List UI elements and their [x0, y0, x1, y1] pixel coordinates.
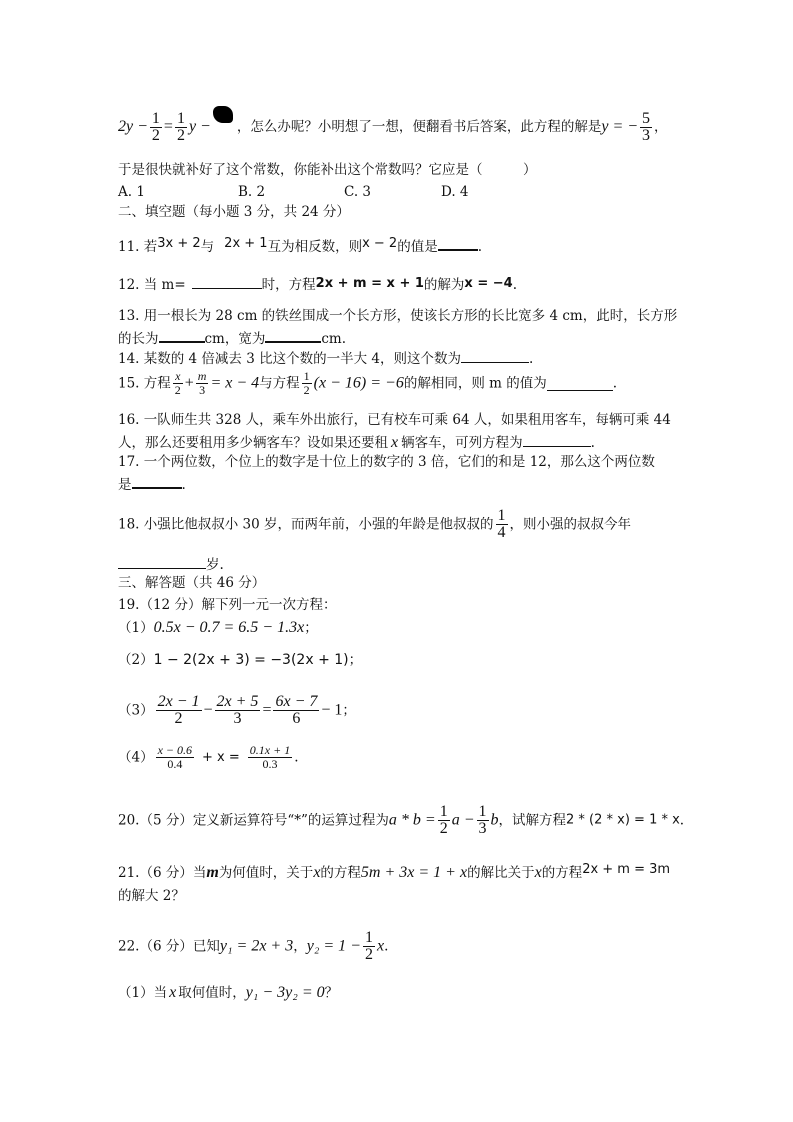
q14: 14. 某数的 4 倍减去 3 比这个数的一半大 4，则这个数为 .: [118, 351, 534, 367]
q12-solution: x = −4: [464, 276, 513, 291]
q19-p3-frac2: $\frac{2x + 5}{3}$: [216, 693, 259, 727]
q13-width-blank[interactable]: [265, 328, 321, 343]
q19-p1-equation: 0.5x − 0.7 = 6.5 − 1.3x: [153, 619, 305, 636]
ink-blot-icon: [213, 106, 233, 123]
q19-p4-frac2: $\frac{0.1x + 1}{0.3}$: [249, 743, 291, 771]
q14-answer-blank[interactable]: [461, 349, 529, 363]
q15: 15. 方程 $\frac{x}{2}$ + $\frac{m}{3}$ = x − 4与方程 $\frac{1}{2}$ (x − 16) = −6的解相同，则 m 的值为 .: [118, 369, 618, 397]
q21-line1: 21.（6 分）当m为何值时，关于x的方程5m + 3x = 1 + x的解比关于x的方程2x + m = 3m: [118, 862, 671, 881]
q19-part3: （3） $\frac{2x - 1}{2}$ − $\frac{2x + 5}{3}$ = $\frac{6x - 7}{6}$ − 1；: [118, 693, 356, 727]
q19-part1: （1）0.5x − 0.7 = 6.5 − 1.3x；: [118, 619, 318, 636]
q11: 11. 若3x + 2与 2x + 1互为相反数，则x − 2的值是 .: [118, 236, 482, 255]
q16-line1: 16. 一队师生共 328 人，乘车外出旅行，已有校车可乘 64 人，如果租用客车，每辆可乘 44: [118, 412, 671, 428]
q22-frac-1-2: $\frac{1}{2}$: [364, 929, 373, 963]
q10-equation-line: 2y − $\frac{1}{2}$ = $\frac{1}{2}$ y − ，怎么办呢？小明想了一想，便翻看书后答案，此方程的解是y = − $\frac{5}{3}$ ，: [118, 106, 668, 144]
q15-frac-x-2: $\frac{x}{2}$: [174, 369, 181, 397]
q10-equals: =: [163, 118, 173, 135]
option-b: B. 2: [238, 184, 266, 200]
q21-equation2: 2x + m = 3m: [582, 862, 671, 877]
q17-line2: 是 .: [118, 474, 186, 493]
q10-frac2: $\frac{1}{2}$: [176, 110, 185, 144]
q10-eq-lhs: 2y −: [118, 118, 148, 135]
q19-p3-frac1: $\frac{2x - 1}{2}$: [157, 693, 200, 727]
q21-equation1: 5m + 3x = 1 + x: [360, 864, 468, 881]
section-fill-in-heading: 二、填空题（每小题 3 分，共 24 分）: [118, 204, 350, 220]
option-d: D. 4: [441, 184, 469, 200]
q13-line1: 13. 用一根长为 28 cm 的铁丝围成一个长方形，使该长方形的长比宽多 4 cm，此时，长方形: [118, 308, 678, 324]
q19-p2-equation: 1 − 2(2x + 3) = −3(2x + 1): [153, 652, 349, 668]
q13-length-blank[interactable]: [159, 328, 205, 343]
q18-line1: 18. 小强比他叔叔小 30 岁，而两年前，小强的年龄是他叔叔的 $\frac{1}{4}$ ，则小强的叔叔今年: [118, 507, 632, 541]
q11-expr1: 3x + 2: [157, 236, 201, 251]
q12-answer-blank[interactable]: [192, 275, 262, 289]
q10-text: ，怎么办呢？小明想了一想，便翻看书后答案，此方程的解是: [236, 119, 602, 135]
q19-p4-frac1: $\frac{x - 0.6}{0.4}$: [157, 743, 193, 771]
q10-eq-y: y −: [188, 118, 211, 135]
q18-frac-1-4: $\frac{1}{4}$: [497, 507, 506, 541]
q12: 12. 当 m= 时，方程2x + m = x + 1的解为x = −4.: [118, 276, 517, 293]
q19-title: 19.（12 分）解下列一元一次方程：: [118, 597, 337, 613]
q10-solution-frac: $\frac{5}{3}$: [642, 110, 651, 144]
section-solve-heading: 三、解答题（共 46 分）: [118, 575, 266, 591]
q19-part2: （2）1 − 2(2x + 3) = −3(2x + 1)；: [118, 652, 363, 668]
q20-equation: 2 * (2 * x) = 1 * x: [566, 812, 680, 828]
q17-line1: 17. 一个两位数，个位上的数字是十位上的数字的 3 倍，它们的和是 12，那么这个两位数: [118, 454, 655, 470]
q22: 22.（6 分）已知y₁ = 2x + 3，y₂ = 1 − $\frac{1}{2}$ x.: [118, 929, 389, 963]
q15-answer-blank[interactable]: [547, 377, 613, 391]
q16-answer-blank[interactable]: [523, 433, 591, 447]
q11-expr2: 2x + 1: [224, 236, 268, 251]
q18-line2: 岁.: [118, 555, 224, 573]
q11-expr3: x − 2: [362, 236, 398, 251]
q21-line2: 的解大 2？: [118, 888, 185, 904]
q12-equation: 2x + m = x + 1: [315, 276, 424, 291]
q22-part1: （1）当 x 取何值时，y₁ − 3y₂ = 0？: [118, 984, 339, 1001]
q10-solution: y = −: [601, 118, 639, 135]
q19-p3-frac3: $\frac{6x - 7}{6}$: [275, 693, 318, 727]
q13-line2: 的长为 cm，宽为 cm.: [118, 328, 346, 347]
q20-frac-1-2: $\frac{1}{2}$: [439, 803, 448, 837]
q17-answer-blank[interactable]: [132, 474, 182, 489]
option-a: A. 1: [118, 184, 145, 200]
q15-frac-m-3: $\frac{m}{3}$: [197, 369, 207, 397]
q10-frac1: $\frac{1}{2}$: [151, 110, 160, 144]
q19-part4: （4） $\frac{x - 0.6}{0.4}$ + x = $\frac{0.1x + 1}{0.3}$ .: [118, 743, 299, 771]
q18-answer-blank[interactable]: [118, 555, 206, 569]
q15-frac-1-2: $\frac{1}{2}$: [303, 369, 310, 397]
q20-frac-1-3: $\frac{1}{3}$: [478, 803, 487, 837]
option-c: C. 3: [344, 184, 372, 200]
q11-answer-blank[interactable]: [438, 236, 478, 251]
q20: 20.（5 分）定义新运算符号“*”的运算过程为a * b = $\frac{1}{2}$ a − $\frac{1}{3}$ b，试解方程2 * (2 * x) = 1 * x.: [118, 803, 685, 837]
q16-line2: 人，那么还要租用多少辆客车？设如果还要租 x 辆客车，可列方程为 .: [118, 434, 595, 451]
q10-line2: 于是很快就补好了这个常数，你能补出这个常数吗？它应是（ ）: [118, 162, 537, 178]
